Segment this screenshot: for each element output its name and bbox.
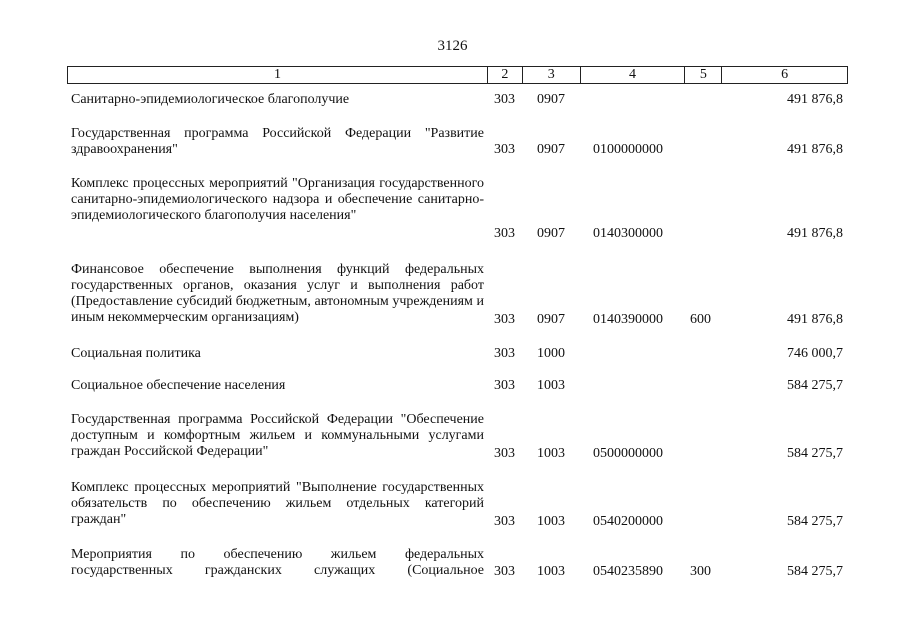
row-col-3: 1000	[537, 346, 565, 361]
header-col-2: 2	[488, 67, 523, 83]
row-col-2: 303	[494, 312, 515, 327]
header-col-5: 5	[685, 67, 722, 83]
row-description: Социальное обеспечение населения	[71, 378, 286, 393]
row-description: Мероприятия по обеспечению жильем федеральных государственных гражданских служащих (Социальное	[71, 547, 484, 578]
row-col-6: 584 275,7	[787, 378, 843, 393]
row-description: Комплекс процессных мероприятий "Выполнение государственных обязательств по обеспечению жильем отдельных категорий граждан"	[71, 480, 484, 527]
row-col-6: 584 275,7	[787, 514, 843, 529]
row-description: Государственная программа Российской Федерации "Развитие здравоохранения"	[71, 126, 484, 157]
row-col-5: 300	[690, 564, 711, 579]
row-col-3: 1003	[537, 514, 565, 529]
row-col-3: 1003	[537, 564, 565, 579]
row-col-6: 584 275,7	[787, 446, 843, 461]
row-col-4: 0500000000	[593, 446, 663, 461]
row-col-3: 0907	[537, 312, 565, 327]
row-col-6: 584 275,7	[787, 564, 843, 579]
header-col-3: 3	[523, 67, 581, 83]
row-col-4: 0100000000	[593, 142, 663, 157]
row-col-2: 303	[494, 378, 515, 393]
row-col-3: 1003	[537, 446, 565, 461]
row-col-2: 303	[494, 564, 515, 579]
row-description: Государственная программа Российской Федерации "Обеспечение доступным и комфортным жильем и коммунальными услугами граждан Российской Федерации"	[71, 412, 484, 459]
header-col-4: 4	[581, 67, 686, 83]
row-description: Комплекс процессных мероприятий "Организация государственного санитарно-эпидемиологического надзора и обеспечение санитарно-эпидемиологического благополучия населения"	[71, 176, 484, 223]
row-col-2: 303	[494, 446, 515, 461]
row-description: Санитарно-эпидемиологическое благополучие	[71, 92, 350, 107]
row-description: Финансовое обеспечение выполнения функций федеральных государственных органов, оказания услуг и выполнения работ (Предоставление субсидий бюджетным, автономным учреждениям и иным некоммерческим организациям)	[71, 262, 484, 325]
row-col-2: 303	[494, 514, 515, 529]
table-header	[67, 66, 848, 84]
row-col-6: 746 000,7	[787, 346, 843, 361]
page-number: 3126	[437, 38, 468, 54]
row-col-3: 0907	[537, 142, 565, 157]
row-col-6: 491 876,8	[787, 142, 843, 157]
row-col-3: 1003	[537, 378, 565, 393]
row-col-6: 491 876,8	[787, 92, 843, 107]
row-col-6: 491 876,8	[787, 312, 843, 327]
row-col-4: 0140390000	[593, 312, 663, 327]
row-col-4: 0140300000	[593, 226, 663, 241]
row-col-3: 0907	[537, 92, 565, 107]
row-col-2: 303	[494, 142, 515, 157]
row-col-4: 0540235890	[593, 564, 663, 579]
row-col-2: 303	[494, 346, 515, 361]
row-col-5: 600	[690, 312, 711, 327]
row-col-6: 491 876,8	[787, 226, 843, 241]
header-col-1: 1	[68, 67, 488, 83]
row-col-3: 0907	[537, 226, 565, 241]
row-col-2: 303	[494, 226, 515, 241]
row-col-4: 0540200000	[593, 514, 663, 529]
row-col-2: 303	[494, 92, 515, 107]
header-col-6: 6	[781, 67, 789, 82]
row-description: Социальная политика	[71, 346, 201, 361]
